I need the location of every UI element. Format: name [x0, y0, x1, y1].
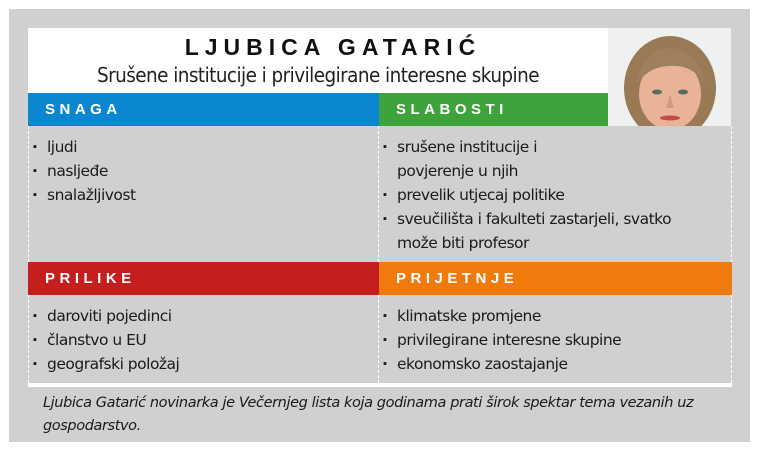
weaknesses-list — [379, 126, 699, 255]
list-item: · geografski položaj — [29, 352, 378, 376]
divider — [28, 383, 732, 387]
list-item: · klimatske promjene — [379, 304, 731, 328]
list-item: · daroviti pojedinci — [29, 304, 378, 328]
weaknesses-cell — [379, 126, 732, 262]
strengths-header: SNAGA — [28, 93, 379, 126]
list-item: · sveučilišta i fakulteti zastarjeli, svatko može biti profesor — [379, 207, 709, 255]
header — [28, 28, 608, 93]
list-item: · nasljeđe — [29, 159, 378, 183]
strengths-list — [29, 126, 378, 207]
threats-list — [379, 295, 731, 376]
threats-header: PRIJETNJE — [379, 262, 732, 295]
strengths-cell — [28, 126, 379, 262]
list-item: · ekonomsko zaostajanje — [379, 352, 731, 376]
list-item: · ljudi — [29, 135, 378, 159]
opportunities-list — [29, 295, 378, 376]
list-item: · srušene institucije i povjerenje u njih — [379, 135, 579, 183]
weaknesses-header: SLABOSTI — [379, 93, 608, 126]
caption: Ljubica Gatarić novinarka je Večernjeg lista koja godinama prati širok spektar tema vezanih uz gospodarstvo. — [43, 395, 694, 434]
list-item: · privilegirane interesne skupine — [379, 328, 731, 352]
page-title: LJUBICA GATARIĆ — [184, 34, 482, 60]
opportunities-cell — [28, 295, 379, 383]
list-item: · prevelik utjecaj politike — [379, 183, 699, 207]
page-subtitle: Srušene institucije i privilegirane interesne skupine — [96, 63, 540, 87]
threats-cell — [379, 295, 732, 383]
list-item: · članstvo u EU — [29, 328, 378, 352]
list-item: · snalažljivost — [29, 183, 378, 207]
opportunities-header: PRILIKE — [28, 262, 379, 295]
